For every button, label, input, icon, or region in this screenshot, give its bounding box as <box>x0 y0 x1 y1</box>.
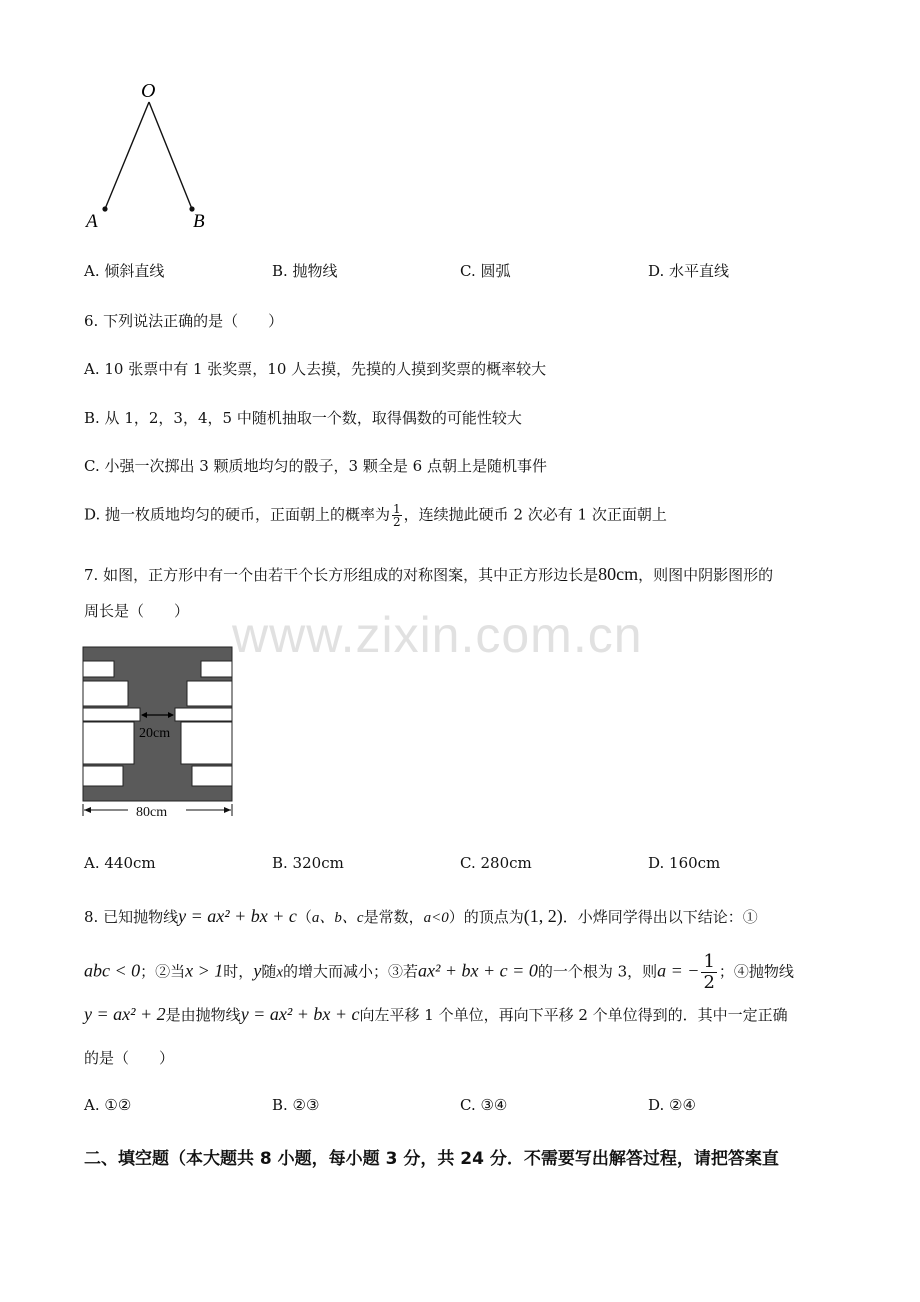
left-rect-3 <box>83 708 140 721</box>
q8-l2-time: 时， <box>223 962 254 981</box>
q8-l1-text: 8. 已知抛物线 <box>84 908 179 926</box>
point-a <box>102 206 107 211</box>
q8-l2-fraction <box>701 952 716 993</box>
q7-option-a: A. 440cm <box>84 854 156 872</box>
q8-l1-abc: a、b、c <box>311 910 364 926</box>
q8-l2-abc: abc < 0 <box>84 960 141 981</box>
q7-stem-text: 7. 如图，正方形中有一个由若干个长方形组成的对称图案，其中正方形边长是 <box>84 566 599 584</box>
right-rect-2 <box>187 681 232 706</box>
right-rect-1 <box>201 661 232 677</box>
q8-l1-const: 是常数， <box>363 908 424 926</box>
q8-l1-equation: y = ax² + bx + c <box>178 906 297 926</box>
q7-square-figure <box>80 644 240 824</box>
q7-stem-line1 <box>84 564 773 585</box>
q8-option-c: C. ③④ <box>460 1096 508 1114</box>
q8-l2-x: x <box>276 964 283 981</box>
left-rect-2 <box>83 681 128 706</box>
q8-l3-from: 是由抛物线 <box>165 1006 241 1024</box>
side-arrowhead-right <box>224 807 231 813</box>
gap-label: 20cm <box>139 726 171 741</box>
q8-l2-fraction-den: 2 <box>703 972 715 993</box>
q7-stem-tail: ，则图中阴影图形的 <box>638 566 774 584</box>
watermark: www.zixin.com.cn <box>232 607 643 663</box>
q8-l2-root: 的一个根为 3，则 <box>537 962 658 981</box>
angle-figure <box>80 75 220 235</box>
q6-fraction-num: 1 <box>393 502 401 516</box>
q8-line4: 的是（ ） <box>84 1049 175 1067</box>
q6-option-d-tail: ，连续抛此硬币 2 次必有 1 次正面朝上 <box>403 505 667 524</box>
q6-fraction <box>392 503 402 528</box>
q8-l3-equation1: y = ax² + 2 <box>84 1004 166 1024</box>
left-rect-4 <box>83 722 134 764</box>
q6-option-a: A. 10 张票中有 1 张奖票，10 人去摸，先摸的人摸到奖票的概率较大 <box>84 360 547 378</box>
q8-option-a: A. ①② <box>84 1096 132 1114</box>
q6-option-c: C. 小强一次掷出 3 颗质地均匀的骰子，3 颗全是 6 点朝上是随机事件 <box>84 457 547 475</box>
q8-l2-y: y <box>253 960 262 981</box>
label-a: A <box>86 211 98 232</box>
q8-line2 <box>84 952 794 993</box>
segment-oa <box>105 102 149 209</box>
q6-option-d <box>84 503 667 528</box>
label-b: B <box>193 211 205 232</box>
right-rect-5 <box>192 766 232 786</box>
q8-l3-tail: 向左平移 1 个单位，再向下平移 2 个单位得到的．其中一定正确 <box>359 1006 788 1024</box>
q5-option-d: D. 水平直线 <box>648 262 730 280</box>
section-2-heading: 二、填空题（本大题共 8 小题，每小题 3 分，共 24 分．不需要写出解答过程，请把答案直 <box>84 1149 779 1169</box>
q8-l2-with: 随 <box>261 962 277 981</box>
q8-l1-vertex: (1, 2) <box>523 906 563 926</box>
q8-option-d: D. ②④ <box>648 1096 696 1114</box>
q6-option-d-text: D. 抛一枚质地均匀的硬币，正面朝上的概率为 <box>84 505 391 524</box>
q8-l2-x-cond: x > 1 <box>185 960 224 981</box>
q8-l2-decrease: 的增大而减小；③若 <box>283 962 419 981</box>
q8-l2-tail: ；④抛物线 <box>718 962 794 981</box>
q8-l3-equation2: y = ax² + bx + c <box>240 1004 360 1024</box>
q7-stem-value: 80cm <box>598 564 639 584</box>
q8-l2-equation: ax² + bx + c = 0 <box>418 960 538 981</box>
q7-stem-line2: 周长是（ ） <box>84 602 190 620</box>
side-label: 80cm <box>136 805 168 820</box>
right-rect-3 <box>175 708 232 721</box>
q8-option-b: B. ②③ <box>272 1096 320 1114</box>
q6-stem: 6. 下列说法正确的是（ ） <box>84 312 284 330</box>
q5-option-c: C. 圆弧 <box>460 262 511 280</box>
q8-l2-fraction-num: 1 <box>703 951 715 972</box>
q8-line3 <box>84 1004 788 1025</box>
right-rect-4 <box>181 722 232 764</box>
q7-option-b: B. 320cm <box>272 854 344 872</box>
label-o: O <box>141 80 156 102</box>
q8-l1-cond: a<0 <box>423 910 449 926</box>
q8-l1-paren: （ <box>296 908 312 926</box>
q8-line1 <box>84 906 758 927</box>
q8-l1-vertex-text: ）的顶点为 <box>448 908 524 926</box>
q8-l2-when: ；②当 <box>140 962 186 981</box>
left-rect-1 <box>83 661 114 677</box>
left-rect-5 <box>83 766 123 786</box>
q6-fraction-den: 2 <box>393 515 401 529</box>
q8-l2-a-eq: a = − <box>657 960 700 981</box>
q5-option-b: B. 抛物线 <box>272 262 338 280</box>
q7-option-d: D. 160cm <box>648 854 721 872</box>
q6-option-b: B. 从 1，2，3，4，5 中随机抽取一个数，取得偶数的可能性较大 <box>84 409 522 427</box>
q8-l1-tail: ．小烨同学得出以下结论：① <box>562 908 758 926</box>
side-arrowhead-left <box>84 807 91 813</box>
segment-ob <box>149 102 192 209</box>
q5-option-a: A. 倾斜直线 <box>84 262 165 280</box>
q7-option-c: C. 280cm <box>460 854 532 872</box>
